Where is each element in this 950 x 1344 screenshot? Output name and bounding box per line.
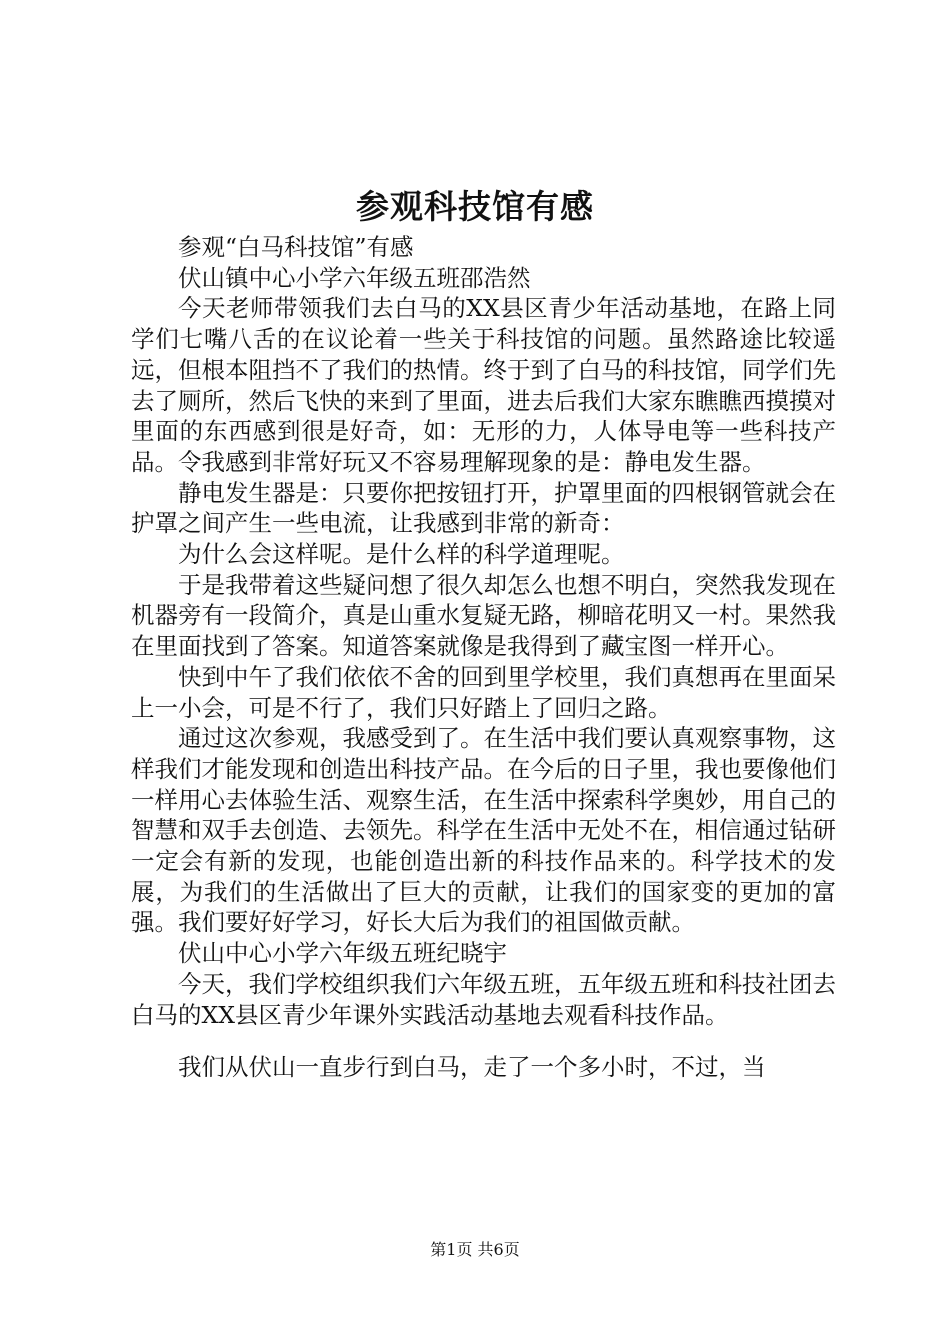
body-paragraph: 今天，我们学校组织我们六年级五班，五年级五班和科技社团去白马的XX县区青少年课外实践活动基地去观看科技作品。 xyxy=(131,969,836,1029)
body-paragraph: 快到中午了我们依依不舍的回到里学校里，我们真想再在里面呆上一小会，可是不行了，我们只好踏上了回归之路。 xyxy=(131,662,836,722)
body-paragraph: 通过这次参观，我感受到了。在生活中我们要认真观察事物，这样我们才能发现和创造出科技产品。在今后的日子里，我也要像他们一样用心去体验生活、观察生活，在生活中探索科学奥妙，用自己的智慧和双手去创造、去领先。科学在生活中无处不在，相信通过钻研一定会有新的发现，也能创造出新的科技作品来的。科学技术的发展，为我们的生活做出了巨大的贡献，让我们的国家变的更加的富强。我们要好好学习，好长大后为我们的祖国做贡献。 xyxy=(131,724,836,937)
body-paragraph: 为什么会这样呢。是什么样的科学道理呢。 xyxy=(178,540,625,569)
body-paragraph: 今天老师带领我们去白马的XX县区青少年活动基地，在路上同学们七嘴八舌的在议论着一些关于科技馆的问题。虽然路途比较遥远，但根本阻挡不了我们的热情。终于到了白马的科技馆，同学们先去了厕所，然后飞快的来到了里面，进去后我们大家东瞧瞧西摸摸对里面的东西感到很是好奇，如：无形的力，人体导电等一些科技产品。令我感到非常好玩又不容易理解现象的是：静电发生器。 xyxy=(131,294,836,476)
subtitle-paragraph: 参观“白马科技馆”有感 xyxy=(178,233,414,261)
page-number-footer: 第1页 共6页 xyxy=(430,1240,520,1259)
author-line: 伏山镇中心小学六年级五班邵浩然 xyxy=(178,263,531,292)
document-body xyxy=(131,232,836,1083)
body-paragraph: 我们从伏山一直步行到白马，走了一个多小时，不过，当 xyxy=(178,1053,766,1082)
author-line: 伏山中心小学六年级五班纪晓宇 xyxy=(178,939,507,968)
body-paragraph: 于是我带着这些疑问想了很久却怎么也想不明白，突然我发现在机器旁有一段简介，真是山重水复疑无路，柳暗花明又一村。果然我在里面找到了答案。知道答案就像是我得到了藏宝图一样开心。 xyxy=(131,570,836,661)
body-paragraph: 静电发生器是：只要你把按钮打开，护罩里面的四根钢管就会在护罩之间产生一些电流，让我感到非常的新奇： xyxy=(131,478,836,538)
document-title: 参观科技馆有感 xyxy=(356,187,594,226)
